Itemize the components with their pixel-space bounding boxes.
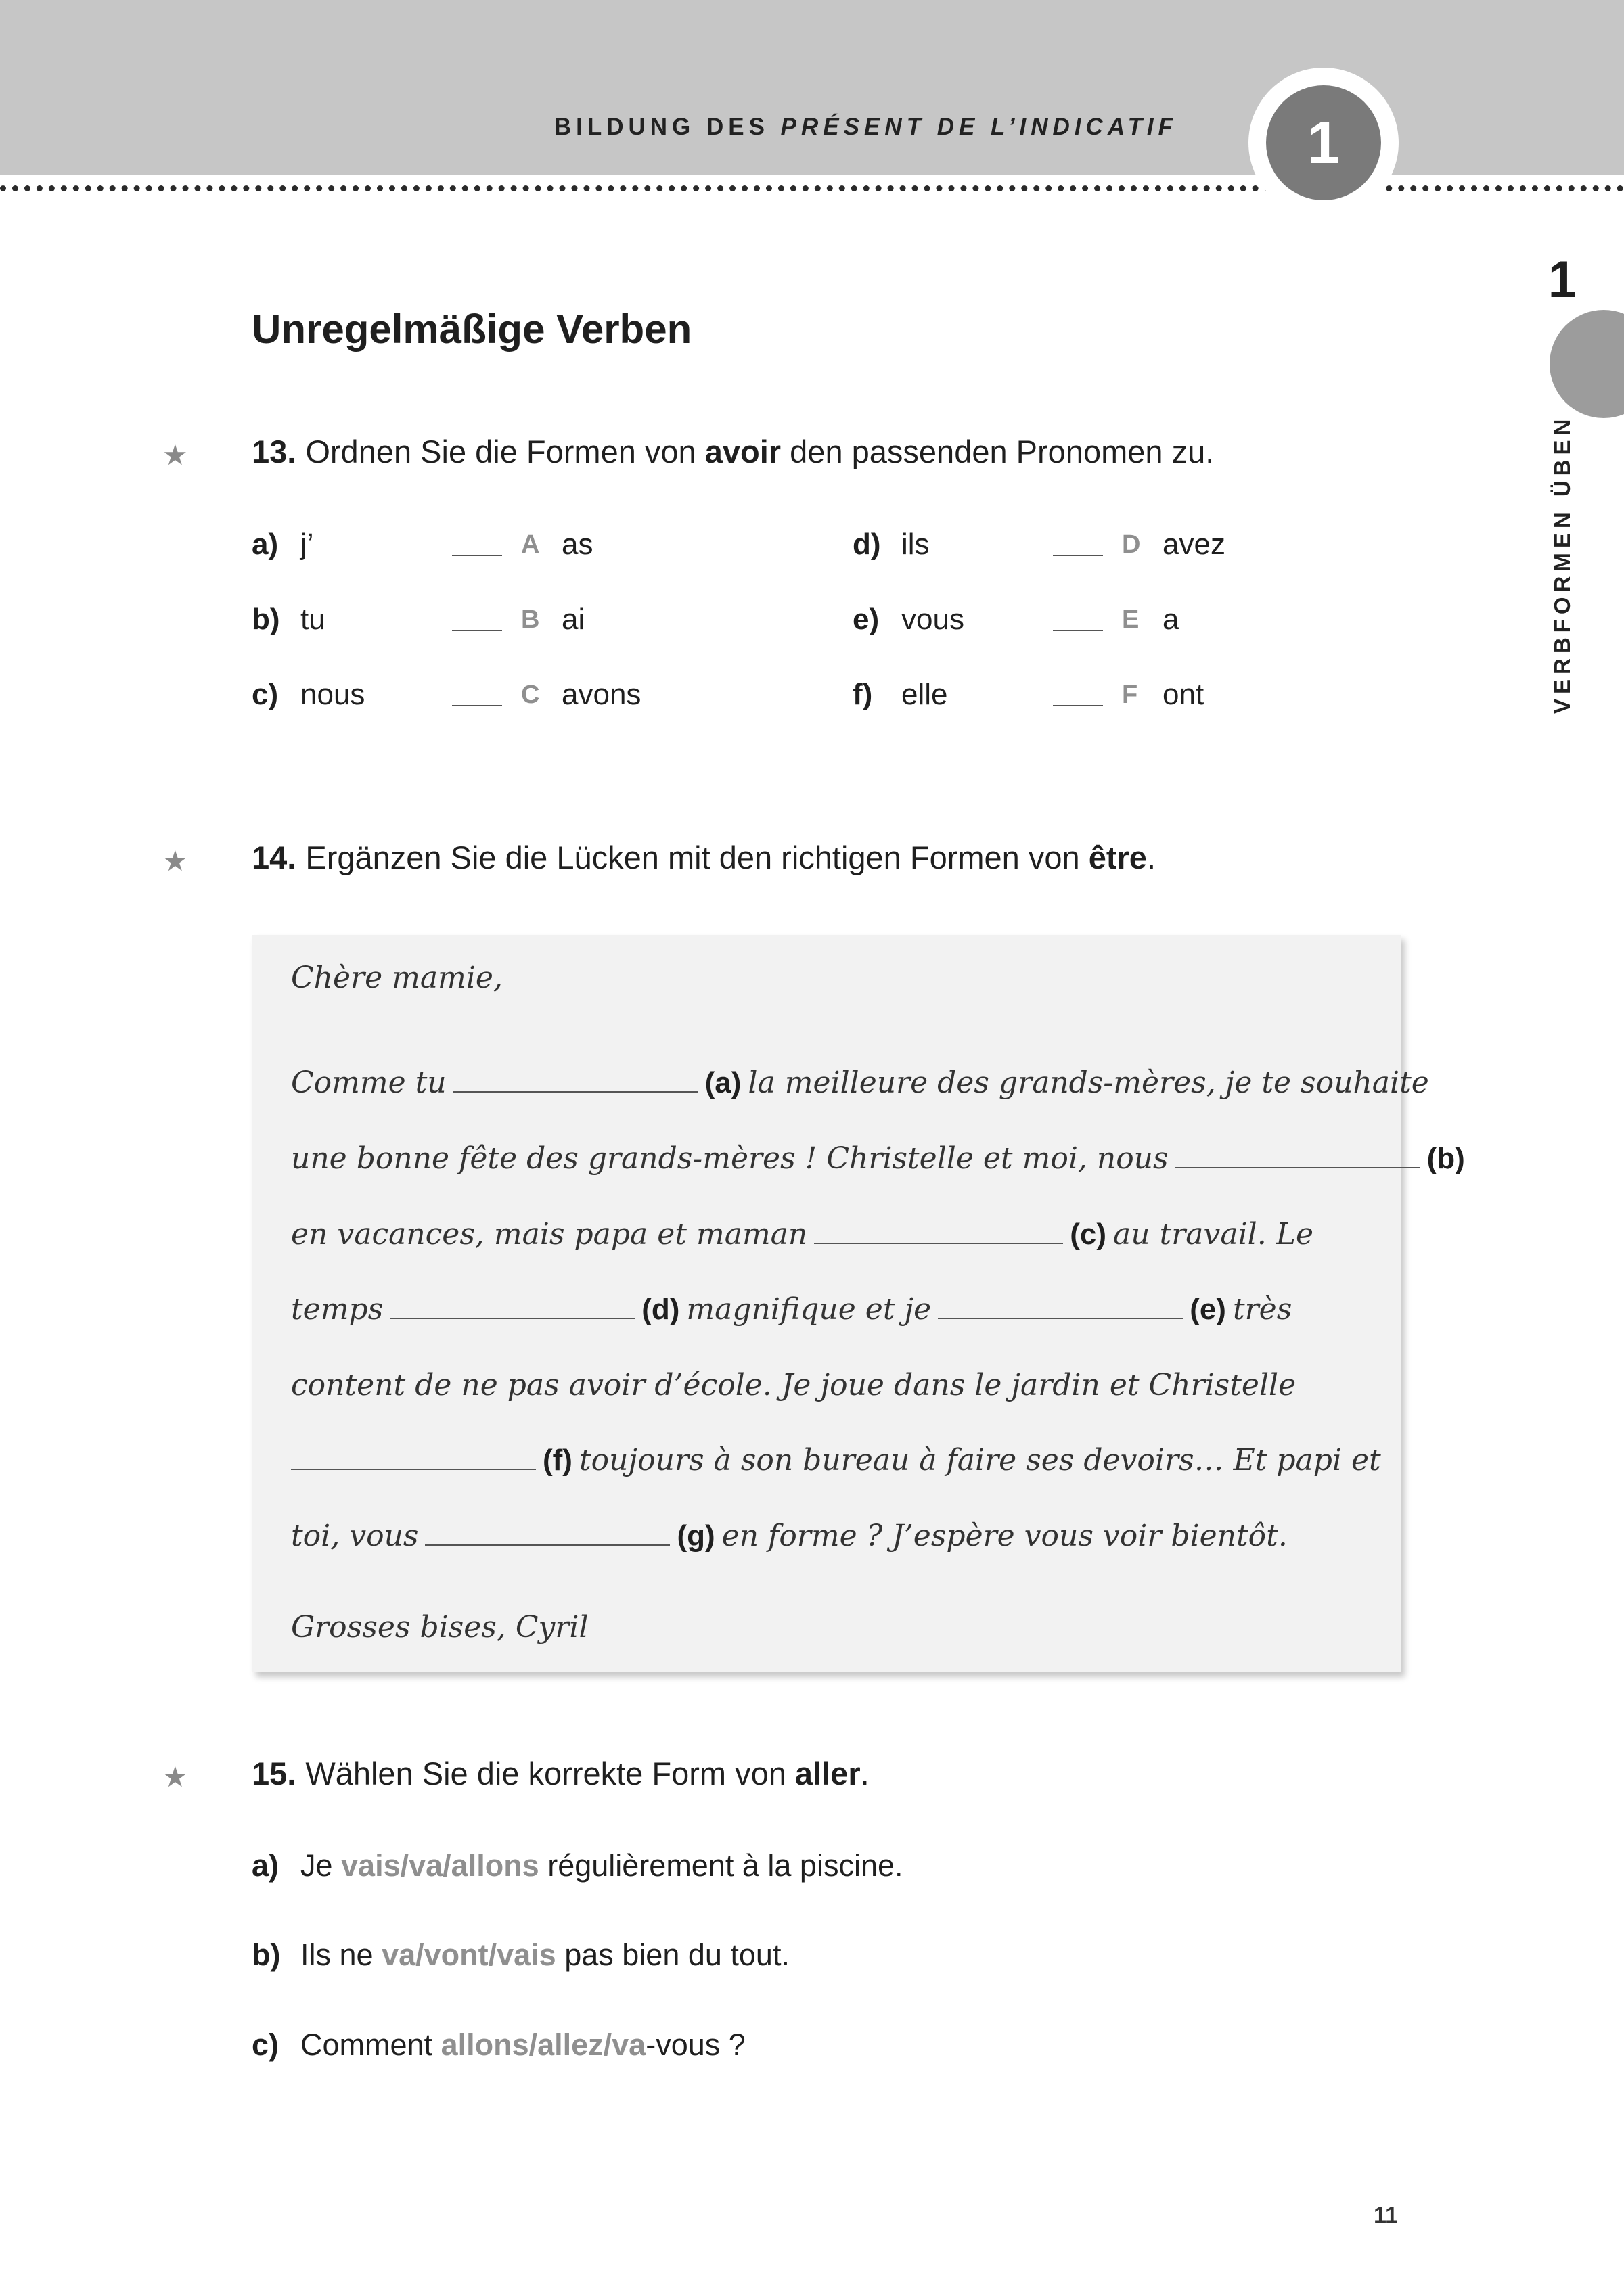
letter-greeting: Chère mamie, bbox=[291, 961, 503, 995]
difficulty-star-icon: ★ bbox=[162, 1761, 188, 1793]
side-tab-label: VERBFORMEN ÜBEN bbox=[1550, 414, 1575, 714]
answer-blank-f[interactable] bbox=[291, 1469, 536, 1470]
side-tab-number: 1 bbox=[1548, 251, 1577, 308]
letter-line-7: toi, vous (g) en forme ? J’espère vous voir bientôt. bbox=[291, 1519, 1288, 1553]
letter-line-5: content de ne pas avoir d’école. Je joue dans le jardin et Christelle bbox=[291, 1368, 1296, 1402]
answer-blank[interactable] bbox=[452, 555, 502, 556]
answer-blank-a[interactable] bbox=[453, 1091, 698, 1093]
answer-blank-d[interactable] bbox=[390, 1318, 635, 1319]
answer-blank[interactable] bbox=[1053, 555, 1103, 556]
choice-row-c: c) Comment allons/allez/va-vous ? bbox=[252, 2027, 746, 2062]
letter-line-3: en vacances, mais papa et maman (c) au travail. Le bbox=[291, 1217, 1313, 1252]
choice-options[interactable]: vais/va/allons bbox=[341, 1848, 539, 1883]
answer-blank-e[interactable] bbox=[938, 1318, 1183, 1319]
choice-row-b: b) Ils ne va/vont/vais pas bien du tout. bbox=[252, 1937, 790, 1972]
answer-blank-g[interactable] bbox=[425, 1544, 670, 1546]
page-number: 11 bbox=[1374, 2203, 1398, 2228]
answer-blank[interactable] bbox=[1053, 630, 1103, 631]
answer-blank[interactable] bbox=[1053, 705, 1103, 706]
letter-line-2: une bonne fête des grands-mères ! Christelle et moi, nous (b) bbox=[291, 1141, 1465, 1176]
exercise-13-instruction: 13. Ordnen Sie die Formen von avoir den passenden Pronomen zu. bbox=[252, 434, 1215, 469]
answer-blank-b[interactable] bbox=[1175, 1167, 1420, 1168]
letter-closing: Grosses bises, Cyril bbox=[291, 1610, 589, 1645]
choice-options[interactable]: va/vont/vais bbox=[382, 1937, 556, 1972]
chapter-number-badge: 1 bbox=[1266, 85, 1381, 200]
letter-line-4: temps (d) magnifique et je (e) très bbox=[291, 1292, 1292, 1327]
choice-options[interactable]: allons/allez/va bbox=[441, 2027, 646, 2062]
exercise-14-instruction: 14. Ergänzen Sie die Lücken mit den richtigen Formen von être. bbox=[252, 840, 1156, 875]
section-title: Unregelmäßige Verben bbox=[252, 306, 692, 352]
answer-blank[interactable] bbox=[452, 705, 502, 706]
difficulty-star-icon: ★ bbox=[162, 845, 188, 877]
exercise-15-instruction: 15. Wählen Sie die korrekte Form von aller. bbox=[252, 1755, 870, 1791]
letter-line-6: (f) toujours à son bureau à faire ses devoirs… Et papi et bbox=[291, 1443, 1381, 1477]
difficulty-star-icon: ★ bbox=[162, 439, 188, 471]
answer-blank[interactable] bbox=[452, 630, 502, 631]
letter-line-1: Comme tu (a) la meilleure des grands-mères, je te souhaite bbox=[291, 1065, 1429, 1100]
running-header-title: BILDUNG DES PRÉSENT DE L’INDICATIF bbox=[554, 114, 1177, 140]
side-tab-marker bbox=[1550, 310, 1624, 418]
answer-blank-c[interactable] bbox=[814, 1243, 1063, 1244]
choice-row-a: a) Je vais/va/allons régulièrement à la piscine. bbox=[252, 1848, 903, 1883]
